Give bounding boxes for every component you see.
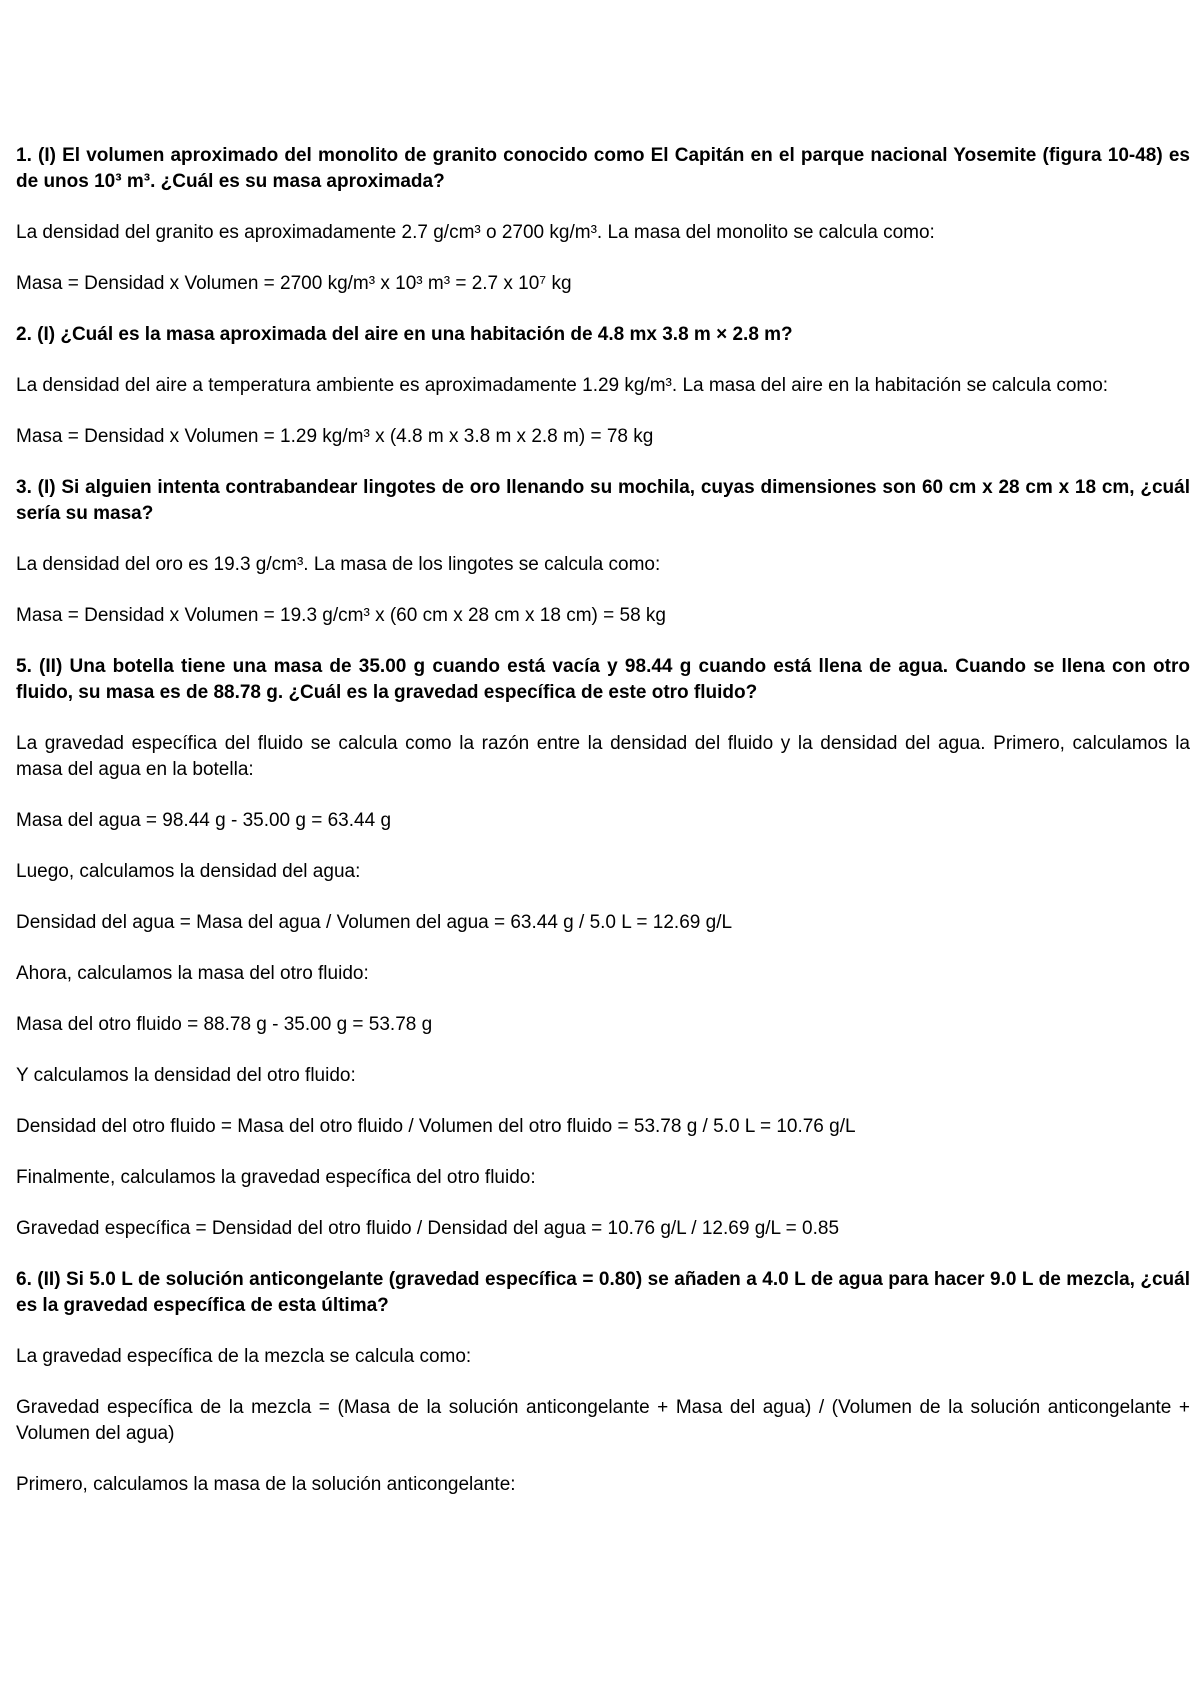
answer-text: La gravedad específica del fluido se calcula como la razón entre la densidad del fluido y la densidad del agua. Primero, calculamos la masa del agua en la botella: <box>16 733 1190 780</box>
answer-text: Luego, calculamos la densidad del agua: <box>16 861 361 882</box>
answer-text: Primero, calculamos la masa de la solución anticongelante: <box>16 1474 516 1495</box>
question-6: 6. (II) Si 5.0 L de solución anticongelante (gravedad específica = 0.80) se añaden a 4.0 L de agua para hacer 9.0 L de mezcla, ¿cuál es la gravedad específica de esta última? <box>16 1269 1190 1316</box>
formula-line: Densidad del agua = Masa del agua / Volumen del agua = 63.44 g / 5.0 L = 12.69 g/L <box>16 912 733 933</box>
formula-line: Masa = Densidad x Volumen = 19.3 g/cm³ x (60 cm x 28 cm x 18 cm) = 58 kg <box>16 605 666 626</box>
question-2: 2. (I) ¿Cuál es la masa aproximada del aire en una habitación de 4.8 mx 3.8 m × 2.8 m? <box>16 324 793 345</box>
answer-text: La densidad del oro es 19.3 g/cm³. La masa de los lingotes se calcula como: <box>16 554 661 575</box>
formula-line: Masa = Densidad x Volumen = 2700 kg/m³ x 10³ m³ = 2.7 x 10⁷ kg <box>16 273 572 294</box>
question-5: 5. (II) Una botella tiene una masa de 35.00 g cuando está vacía y 98.44 g cuando está llena de agua. Cuando se llena con otro fluido, su masa es de 88.78 g. ¿Cuál es la gravedad específica de este otro fluido? <box>16 656 1190 703</box>
formula-line: Densidad del otro fluido = Masa del otro fluido / Volumen del otro fluido = 53.78 g / 5.0 L = 10.76 g/L <box>16 1116 856 1137</box>
formula-line: Masa del otro fluido = 88.78 g - 35.00 g = 53.78 g <box>16 1014 433 1035</box>
answer-text: La densidad del granito es aproximadamente 2.7 g/cm³ o 2700 kg/m³. La masa del monolito se calcula como: <box>16 222 935 243</box>
formula-line: Gravedad específica de la mezcla = (Masa de la solución anticongelante + Masa del agua) / (Volumen de la solución anticongelante + Volumen del agua) <box>16 1397 1190 1444</box>
answer-text: Y calculamos la densidad del otro fluido: <box>16 1065 356 1086</box>
question-1: 1. (I) El volumen aproximado del monolito de granito conocido como El Capitán en el parque nacional Yosemite (figura 10-48) es de unos 10³ m³. ¿Cuál es su masa aproximada? <box>16 145 1190 192</box>
formula-line: Masa = Densidad x Volumen = 1.29 kg/m³ x (4.8 m x 3.8 m x 2.8 m) = 78 kg <box>16 426 654 447</box>
question-3: 3. (I) Si alguien intenta contrabandear lingotes de oro llenando su mochila, cuyas dimensiones son 60 cm x 28 cm x 18 cm, ¿cuál sería su masa? <box>16 477 1190 524</box>
formula-line: Gravedad específica = Densidad del otro fluido / Densidad del agua = 10.76 g/L / 12.69 g/L = 0.85 <box>16 1218 840 1239</box>
answer-text: La gravedad específica de la mezcla se calcula como: <box>16 1346 472 1367</box>
answer-text: La densidad del aire a temperatura ambiente es aproximadamente 1.29 kg/m³. La masa del aire en la habitación se calcula como: <box>16 375 1109 396</box>
formula-line: Masa del agua = 98.44 g - 35.00 g = 63.44 g <box>16 810 392 831</box>
answer-text: Ahora, calculamos la masa del otro fluido: <box>16 963 369 984</box>
document-page <box>16 143 1190 1523</box>
answer-text: Finalmente, calculamos la gravedad específica del otro fluido: <box>16 1167 536 1188</box>
